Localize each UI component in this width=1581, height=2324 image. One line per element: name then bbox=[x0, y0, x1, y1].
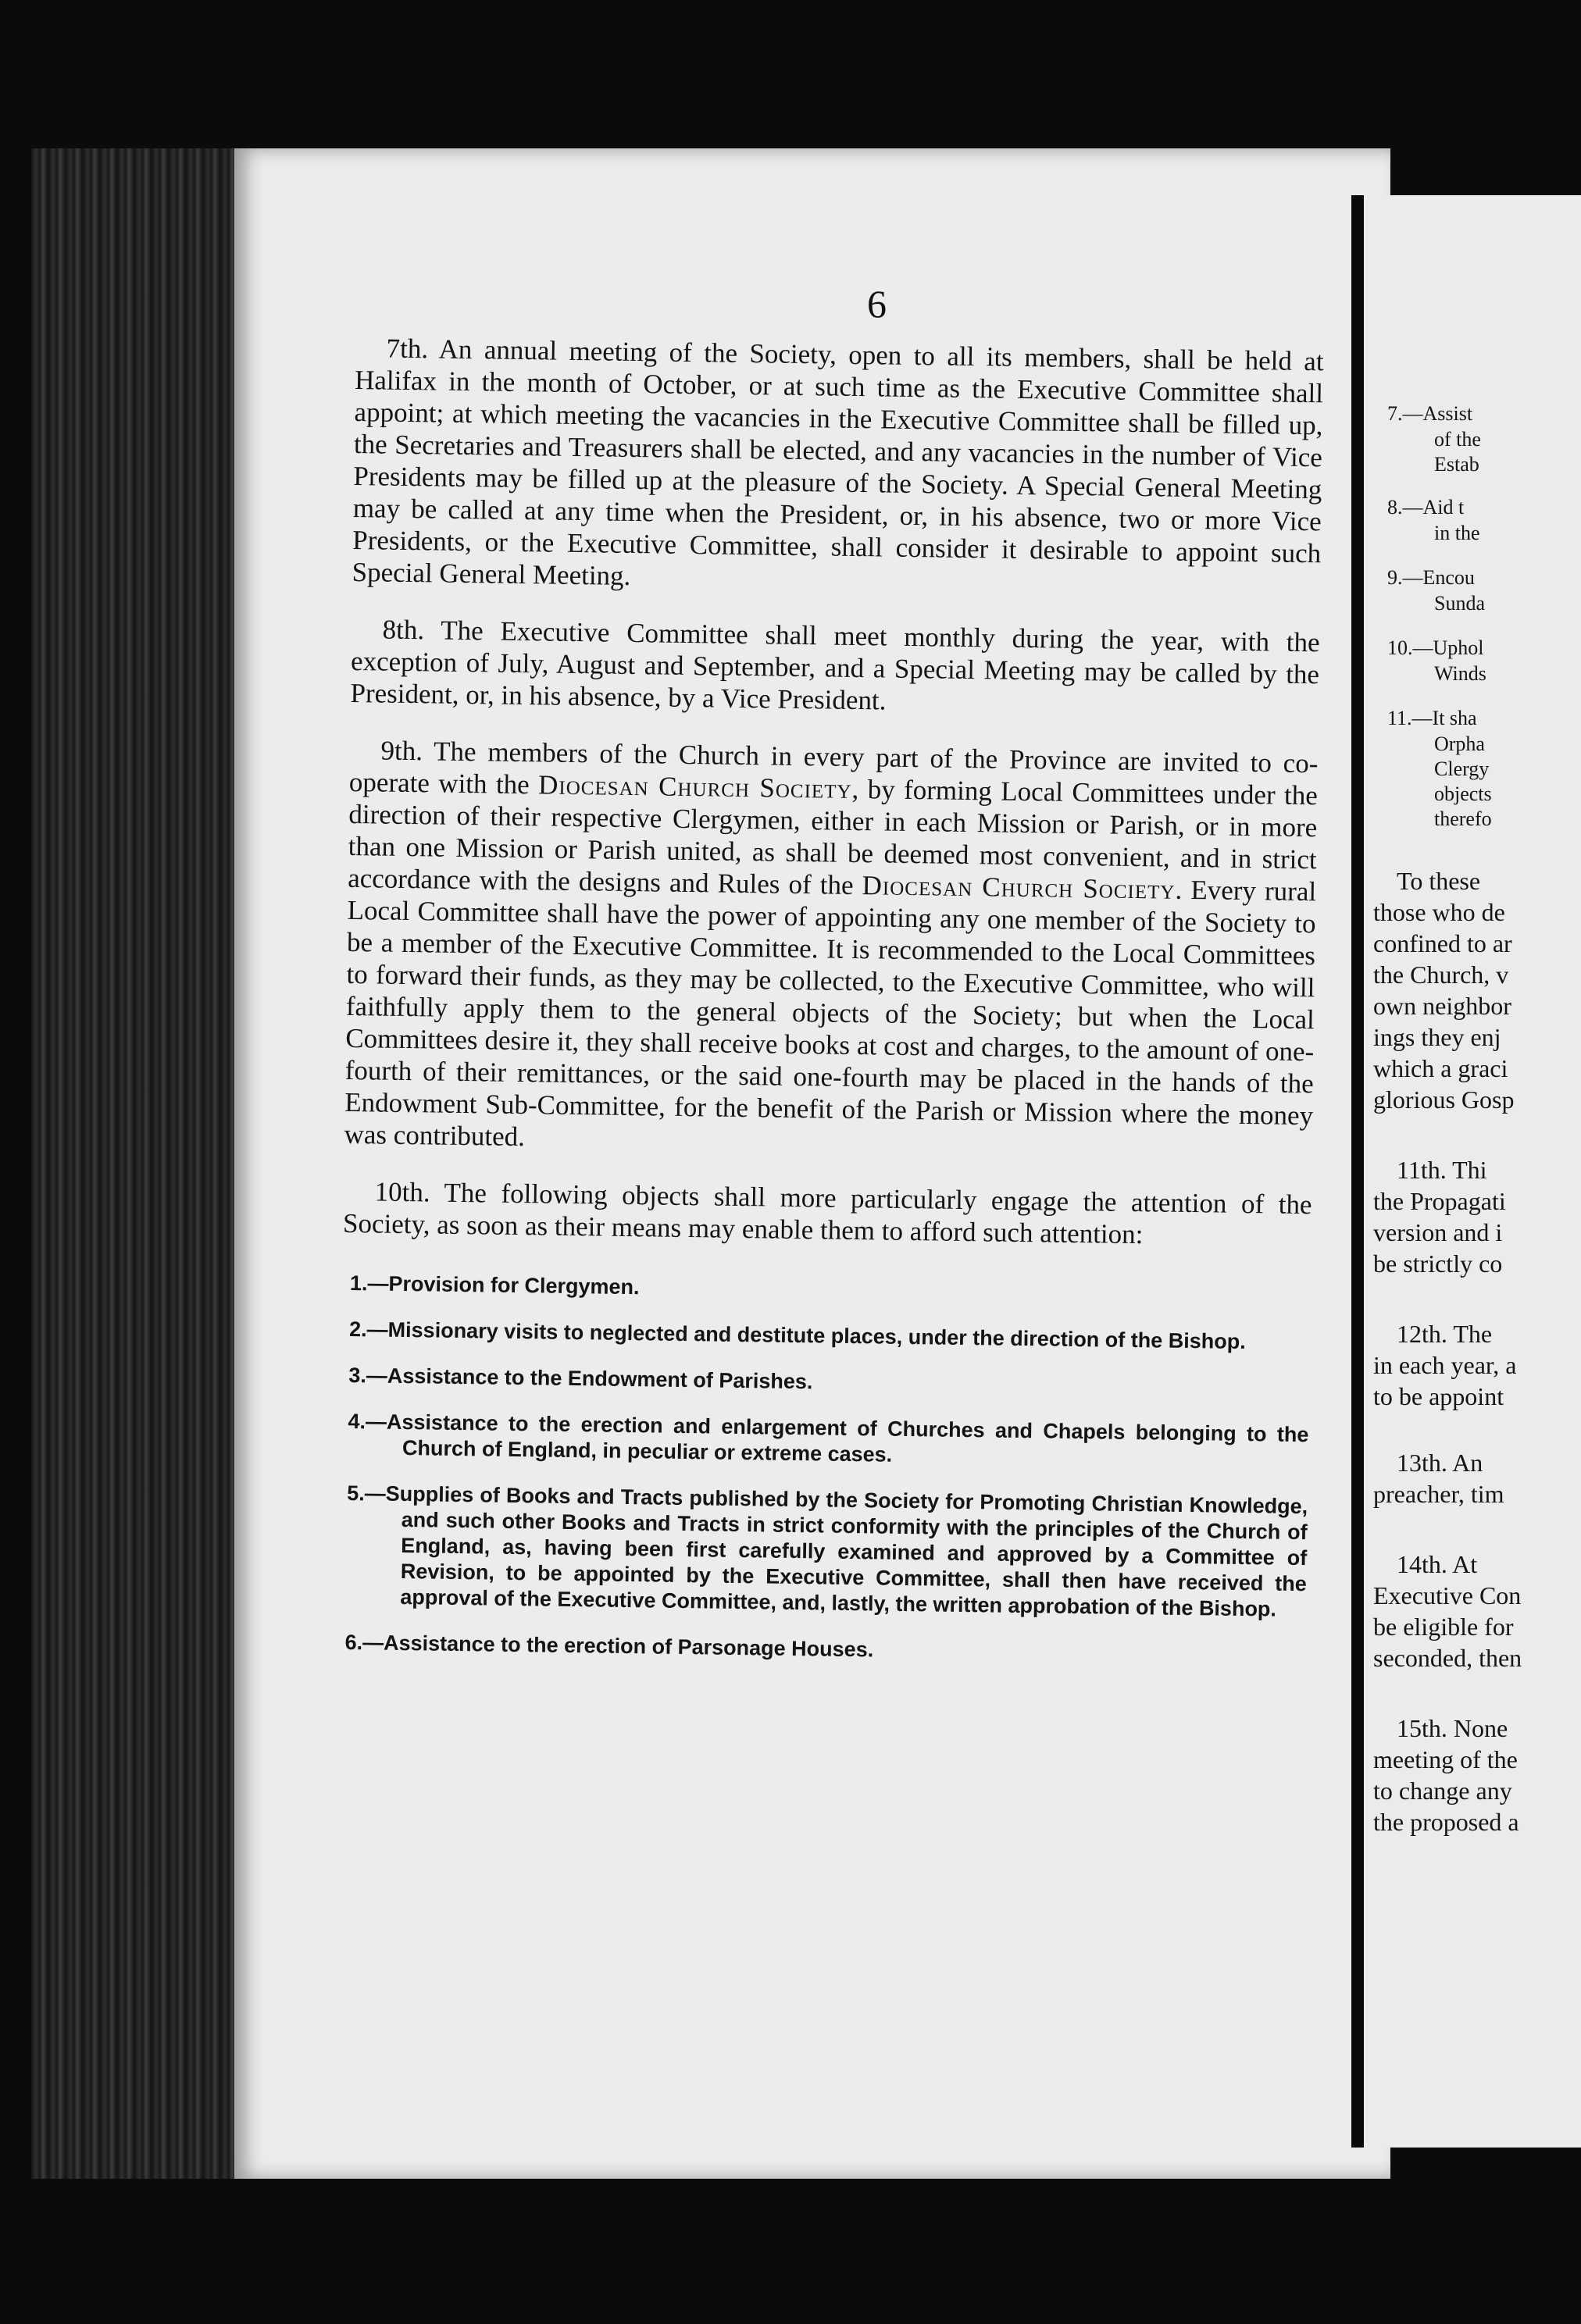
right-page-text-fragment: version and i bbox=[1373, 1218, 1503, 1246]
right-page bbox=[1351, 195, 1581, 2148]
right-page-list-fragment: Orpha bbox=[1434, 732, 1485, 755]
paragraph-7th: 7th. An annual meeting of the Society, open to all its members, shall be held at Halifax in the month of October, or at such time as the Executive Committee shall appoint; at which meeting the vacancies in the Executive Committee shall be filled up, the Secretaries and Treasurers shall be elected, and any vacancies in the number of Vice Presidents may be filled up at the pleasure of the Society. A Special General Meeting may be called at any time when the President, or, in his absence, two or more Vice Presidents, or the Executive Committee, shall consider it desirable to appoint such Special General Meeting. bbox=[352, 333, 1324, 591]
right-page-text-fragment: the Church, v bbox=[1373, 961, 1509, 989]
right-page-text-fragment: Executive Con bbox=[1373, 1581, 1522, 1609]
right-page-text-fragment: 14th. At bbox=[1397, 1550, 1478, 1578]
book-edge bbox=[31, 148, 234, 2179]
list-item: 4.—Assistance to the erection and enlargement of Churches and Chapels belonging to the Church of England, in peculiar or extreme cases. bbox=[348, 1410, 1309, 1467]
right-page-text-fragment: which a graci bbox=[1373, 1054, 1508, 1082]
right-page-text-fragment: to be appoint bbox=[1373, 1382, 1504, 1410]
right-page-list-fragment: Estab bbox=[1434, 453, 1479, 476]
right-page-text-fragment: 15th. None bbox=[1397, 1714, 1508, 1742]
right-page-text-fragment: meeting of the bbox=[1373, 1745, 1518, 1773]
rules-text bbox=[337, 332, 1324, 1689]
right-page-text-fragment: confined to ar bbox=[1373, 929, 1512, 957]
right-page-text-fragment: own neighbor bbox=[1373, 992, 1511, 1020]
right-page-text-fragment: seconded, then bbox=[1373, 1644, 1522, 1672]
right-page-text-fragment: the Propagati bbox=[1373, 1187, 1506, 1215]
right-page-text-fragment: 13th. An bbox=[1397, 1449, 1483, 1477]
right-page-list-fragment: 7.—Assist bbox=[1387, 402, 1473, 425]
paragraph-8th: 8th. The Executive Committee shall meet monthly during the year, with the exception of July, August and September, and a Special Meeting may be called by the President, or, in his absence, by a Vice President. bbox=[350, 614, 1320, 716]
paragraph-9th-part3: . Every rural Local Committee shall have the power of appointing any one member of the Society to be a member of the Executive Committee. It is recommended to the Local Committees to forward their funds, as they may be collected, to the Executive Committee, who will faithfully apply them to the general objects of the Society; but when the Local Committees desire it, they shall receive books at cost and charges, to the amount of one-fourth of their remittances, or the said one-fourth may be placed in the hands of the Endowment Sub-Committee, for the benefit of the Parish or Mission where the money was contributed. bbox=[344, 874, 1317, 1153]
right-page-text-fragment: be strictly co bbox=[1373, 1249, 1503, 1278]
list-item: 3.—Assistance to the Endowment of Parishes. bbox=[348, 1363, 813, 1394]
paragraph-9th-part2: , by forming Local Committees under the direction of their respective Clergymen, either in each Mission or Parish, or in more than one Mission or Parish united, as shall be deemed most convenient, and in strict accordance with the designs and Rules of the bbox=[347, 773, 1319, 901]
right-page-list-fragment: Clergy bbox=[1434, 757, 1490, 780]
right-page-text-fragment: be eligible for bbox=[1373, 1613, 1514, 1641]
right-page-text-fragment: those who de bbox=[1373, 898, 1505, 926]
page-number: 6 bbox=[867, 282, 887, 326]
right-page-list-fragment: 9.—Encou bbox=[1387, 566, 1475, 589]
society-name: Diocesan Church Society bbox=[537, 769, 852, 804]
right-page-text-fragment: To these bbox=[1397, 867, 1481, 895]
right-page-text-fragment: the proposed a bbox=[1373, 1808, 1519, 1836]
list-item: 2.—Missionary visits to neglected and destitute places, under the direction of the Bishop. bbox=[348, 1317, 1246, 1354]
right-page-text-fragment: preacher, tim bbox=[1373, 1480, 1504, 1508]
right-page-list-fragment: objects bbox=[1434, 782, 1492, 805]
list-item: 1.—Provision for Clergymen. bbox=[349, 1271, 640, 1299]
paragraph-9th bbox=[344, 734, 1318, 1164]
right-page-text-fragment: to change any bbox=[1373, 1777, 1512, 1805]
right-page-text-fragment: 12th. The bbox=[1397, 1320, 1493, 1348]
right-page-list-fragment: therefo bbox=[1434, 807, 1492, 830]
society-name: Diocesan Church Society bbox=[862, 870, 1176, 905]
list-item: 5.—Supplies of Books and Tracts published by the Society for Promoting Christian Knowledge, and such other Books and Tracts in strict conformity with the principles of the Church of England, as, having been first carefully examined and approved by a Committee of Revision, to be appointed by the Executive Committee, shall then have received the approval of the Executive Committee, and, lastly, the written approbation of the Bishop. bbox=[347, 1481, 1308, 1621]
list-item: 6.—Assistance to the erection of Parsonage Houses. bbox=[344, 1630, 874, 1662]
right-page-list-fragment: Sunda bbox=[1434, 592, 1485, 615]
right-page-list-fragment: 8.—Aid t bbox=[1387, 496, 1465, 519]
right-page-text-fragment: ings they enj bbox=[1373, 1023, 1501, 1051]
right-page-list-fragment: Winds bbox=[1434, 662, 1486, 685]
right-page-list-fragment: of the bbox=[1434, 428, 1481, 451]
objects-list bbox=[337, 1271, 1311, 1669]
right-page-text-fragment: 11th. Thi bbox=[1397, 1156, 1487, 1184]
paragraph-9th-part1: 9th. The members of the Church in every part of the Province are invited to co-operate with the bbox=[348, 735, 1319, 800]
right-page-list-fragment: 11.—It sha bbox=[1387, 707, 1477, 729]
right-page-text-fragment: in each year, a bbox=[1373, 1351, 1517, 1379]
right-page-list-fragment: in the bbox=[1434, 522, 1480, 544]
right-page-list-fragment: 10.—Uphol bbox=[1387, 636, 1484, 659]
paragraph-10th: 10th. The following objects shall more particularly engage the attention of the Society, as soon as their means may enable them to afford such attention: bbox=[342, 1176, 1312, 1250]
right-page-text-fragment: glorious Gosp bbox=[1373, 1085, 1515, 1114]
right-page-text bbox=[1364, 195, 1581, 2148]
